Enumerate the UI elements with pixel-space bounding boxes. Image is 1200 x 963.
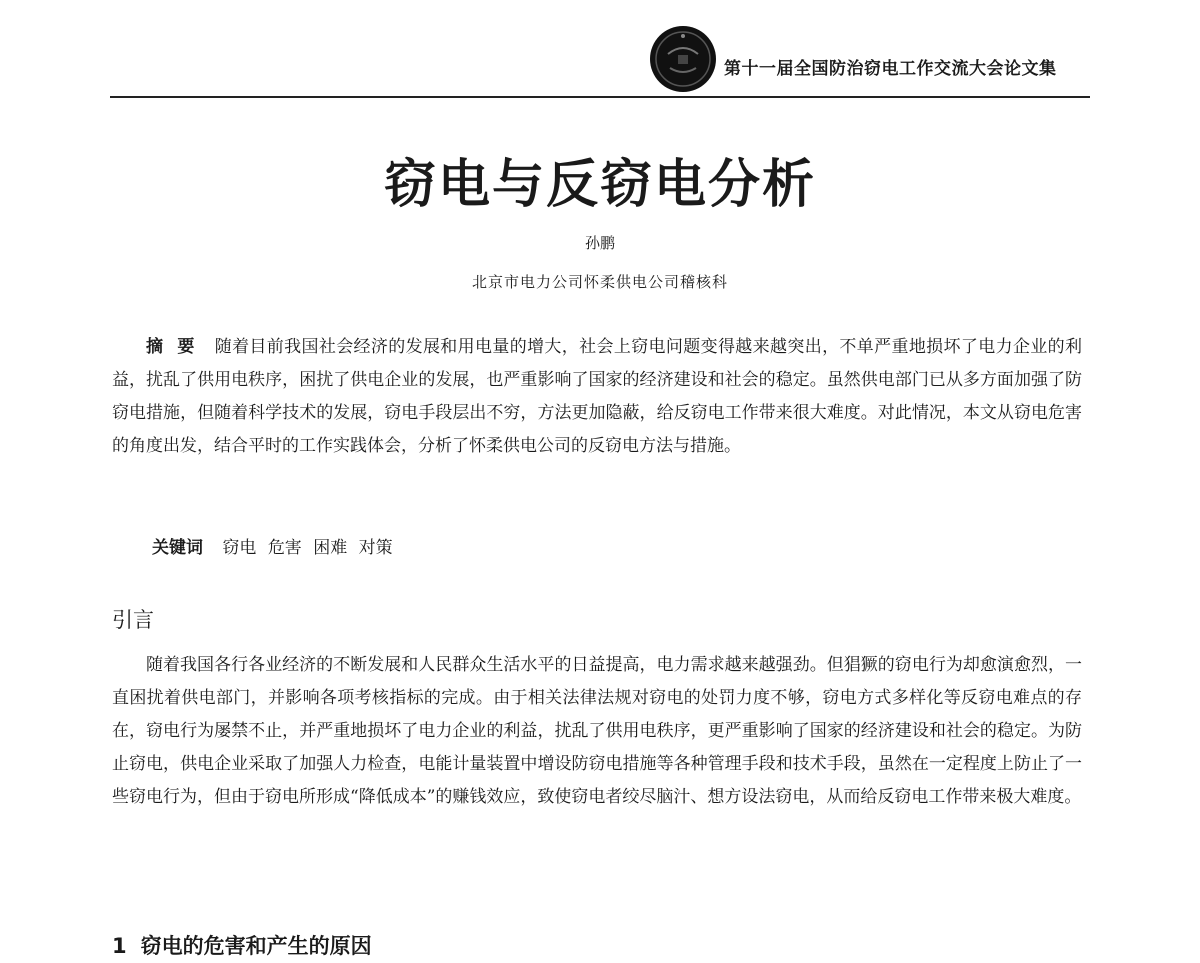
section-1-title: 窃电的危害和产生的原因	[140, 934, 372, 958]
keyword: 对策	[358, 538, 393, 558]
abstract-paragraph	[112, 331, 1082, 463]
abstract-text: 随着目前我国社会经济的发展和用电量的增大，社会上窃电问题变得越来越突出，不单严重地损坏了电力企业的利益，扰乱了供用电秩序，困扰了供电企业的发展，也严重影响了国家的经济建设和社会的稳定。虽然供电部门已从多方面加强了防窃电措施，但随着科学技术的发展，窃电手段层出不穷，方法更加隐蔽，给反窃电工作带来很大难度。对此情况，本文从窃电危害的角度出发，结合平时的工作实践体会，分析了怀柔供电公司的反窃电方法与措施。	[112, 337, 1083, 456]
keyword: 危害	[267, 538, 302, 558]
keyword: 窃电	[222, 538, 257, 558]
article-title: 窃电与反窃电分析	[383, 155, 816, 215]
abstract-label: 摘要	[146, 337, 209, 357]
section-1-number: 1	[112, 934, 127, 958]
keywords-line	[152, 532, 399, 565]
intro-heading: 引言	[112, 608, 154, 632]
running-header-title: 第十一届全国防治窃电工作交流大会论文集	[724, 59, 1057, 79]
keyword: 困难	[313, 538, 348, 558]
header-divider	[110, 96, 1090, 98]
conference-seal-icon	[648, 24, 718, 94]
author-affiliation: 北京市电力公司怀柔供电公司稽核科	[471, 273, 728, 291]
section-1-heading	[112, 930, 372, 963]
author-name: 孙鹏	[584, 234, 615, 252]
keywords-label: 关键词	[152, 538, 203, 558]
intro-paragraph: 随着我国各行各业经济的不断发展和人民群众生活水平的日益提高，电力需求越来越强劲。但猖獗的窃电行为却愈演愈烈，一直困扰着供电部门，并影响各项考核指标的完成。由于相关法律法规对窃电的处罚力度不够，窃电方式多样化等反窃电难点的存在，窃电行为屡禁不止，并严重地损坏了电力企业的利益，扰乱了供用电秩序，更严重影响了国家的经济建设和社会的稳定。为防止窃电，供电企业采取了加强人力检查，电能计量装置中增设防窃电措施等各种管理手段和技术手段，虽然在一定程度上防止了一些窃电行为，但由于窃电所形成“降低成本”的赚钱效应，致使窃电者绞尽脑汁、想方设法窃电，从而给反窃电工作带来极大难度。	[112, 655, 1082, 807]
